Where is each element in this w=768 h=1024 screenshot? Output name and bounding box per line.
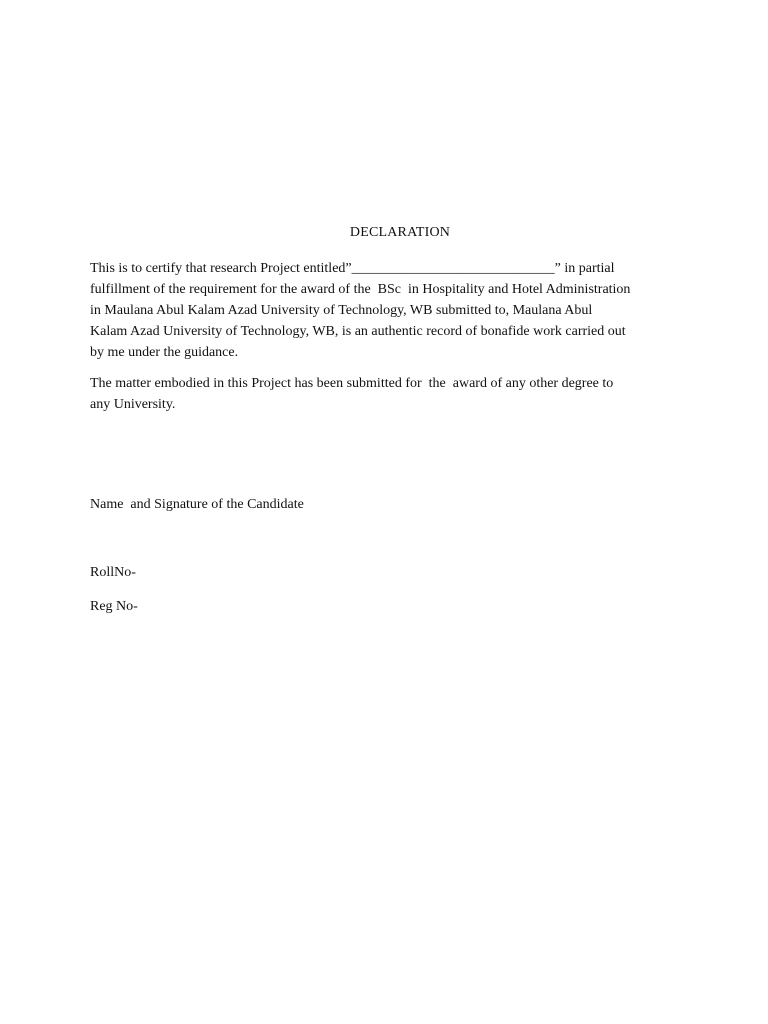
paragraph-line: any University. xyxy=(90,397,176,412)
submission-paragraph xyxy=(90,373,680,415)
paragraph-line: fulfillment of the requirement for the award of the BSc in Hospitality and Hotel Administration xyxy=(90,282,631,297)
signature-label: Name and Signature of the Candidate xyxy=(90,497,304,512)
page-title: DECLARATION xyxy=(349,225,451,240)
paragraph-line: The matter embodied in this Project has been submitted for the award of any other degree to xyxy=(90,376,614,391)
paragraph-line: in Maulana Abul Kalam Azad University of Technology, WB submitted to, Maulana Abul xyxy=(90,303,593,318)
roll-number-label: RollNo- xyxy=(90,565,136,580)
paragraph-line: Kalam Azad University of Technology, WB, is an authentic record of bonafide work carried out xyxy=(90,324,626,339)
declaration-paragraph xyxy=(90,258,680,363)
paragraph-line: This is to certify that research Project entitled”_____________________________” in partial xyxy=(90,261,615,276)
registration-number-label: Reg No- xyxy=(90,599,138,614)
paragraph-line: by me under the guidance. xyxy=(90,345,239,360)
